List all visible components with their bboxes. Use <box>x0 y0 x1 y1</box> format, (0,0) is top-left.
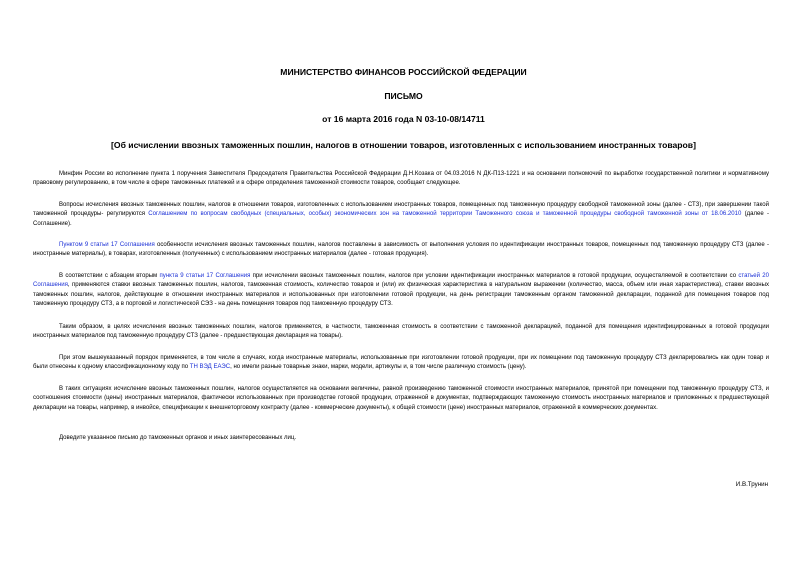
paragraph-5-text: Таким образом, в целях исчисления ввозных таможенных пошлин, налогов применяется, в частности, таможенная стоимость в соответствии с таможенной декларацией, поданной для помещения идентифицированных в готовой продукции иностранных материалов под таможенную процедуру СТЗ (далее - предшествующая декларация на товары). <box>33 324 769 340</box>
doc-date-number: от 16 марта 2016 года N 03-10-08/14711 <box>322 114 485 124</box>
link-article-20[interactable]: статьей 20 Соглашения <box>33 273 769 289</box>
paragraph-8 <box>33 434 769 443</box>
paragraph-2-text-b: (далее - Соглашение). <box>33 211 769 227</box>
paragraph-8-text: Доведите указанное письмо до таможенных органов и иных заинтересованных лиц. <box>59 435 297 441</box>
paragraph-2 <box>33 201 769 229</box>
doc-subject: [Об исчислении ввозных таможенных пошлин, налогов в отношении товаров, изготовленных с использованием иностранных товаров] <box>111 140 696 150</box>
link-tn-ved[interactable]: ТН ВЭД ЕАЭС <box>189 364 231 371</box>
paragraph-4-text-a: В соответствии с абзацем вторым <box>59 273 160 279</box>
paragraph-6-text-b: , но имели разные товарные знаки, марки, модели, артикулы и, в том числе различную стоимость (цену). <box>230 364 527 371</box>
paragraph-3 <box>33 241 769 260</box>
link-agreement[interactable]: Соглашением по вопросам свободных (специальных, особых) экономических зон на таможенной территории Таможенного союза и таможенной процедуры свободной таможенной зоны от 18.06.2010 <box>148 211 742 218</box>
paragraph-1 <box>33 170 769 189</box>
paragraph-5 <box>33 323 769 342</box>
paragraph-7-text: В таких ситуациях исчисление ввозных таможенных пошлин, налогов осуществляется на основании величины, равной произведению таможенной стоимости иностранных материалов, принятой при помещении под таможенную процедуру СТЗ, и соотношения стоимости (цены) иностранных материалов, фактически использованных при производстве готовой продукции, отраженной в документах, подтверждающих таможенную стоимость иностранных материалов и приложенных к предшествующей декларации на товары, например, в инвойсе, спецификации к внешнеторговому контракту (далее - коммерческие документы), к общей стоимости (цене) иностранных материалов, отраженной в коммерческих документах. <box>33 386 769 411</box>
paragraph-3-text: особенности исчисления ввозных таможенных пошлин, налогов поставлены в зависимость от выполнения условия по идентификации иностранных товаров, помещенных под таможенную процедуру СТЗ (далее - иностранные материалы), в товарах, изготовленных (полученных) с использованием иностранных материалов (далее - готовая продукция). <box>33 242 769 258</box>
paragraph-2-text-a: Вопросы исчисления ввозных таможенных пошлин, налогов в отношении товаров, изготовленных с использованием иностранных товаров, помещенных под таможенную процедуру свободной таможенной зоны (далее - СТЗ), при завершении такой таможенной процедуры- регулируются <box>33 202 769 218</box>
link-clause-9-article-17-2[interactable]: пункта 9 статьи 17 Соглашения <box>159 273 251 279</box>
paragraph-7 <box>33 385 769 413</box>
link-clause-9-article-17[interactable]: Пунктом 9 статьи 17 Соглашения <box>59 242 155 248</box>
signature: И.В.Трунин <box>735 481 768 488</box>
paragraph-4 <box>33 272 769 309</box>
paragraph-6 <box>33 354 769 373</box>
doc-type: ПИСЬМО <box>384 91 423 101</box>
paragraph-1-text: Минфин России во исполнение пункта 1 поручения Заместителя Председателя Правительства Российской Федерации Д.Н.Козака от 04.03.2016 N ДК-П13-1221 и на основании полномочий по выработке государственной политики и нормативному правовому регулированию, в том числе в сфере таможенных платежей и в сфере определения таможенной стоимости товаров, сообщает следующее. <box>33 171 769 187</box>
paragraph-4-text-b: при исчислении ввозных таможенных пошлин, налогов при условии идентификации иностранных материалов в готовой продукции, осуществляемой в соответствии со <box>250 273 739 279</box>
paragraph-4-text-c: , применяются ставки ввозных таможенных пошлин, налогов, таможенная стоимость, количество товаров и (или) их физическая характеристика в натуральном выражении (количество, масса, объем или иная характеристика), ставки ввозных таможенных пошлин, налогов, действующие в отношении иностранных материалов и использованных при изготовлении готовой продукции, на день регистрации таможенным органом таможенной декларации, поданной для помещения товаров под таможенную процедуру СТЗ, а в портовой и логистической СЭЗ - на день помещения товаров под таможенную процедуру СТЗ. <box>33 282 769 308</box>
paragraph-6-text-a: При этом вышеуказанный порядок применяется, в том числе в случаях, когда иностранные материалы, использованные при изготовлении готовой продукции, при их помещении под таможенную процедуру СТЗ декларировались как один товар и были отнесены к одному классификационному коду по <box>33 355 769 371</box>
ministry-title: МИНИСТЕРСТВО ФИНАНСОВ РОССИЙСКОЙ ФЕДЕРАЦИИ <box>280 67 527 77</box>
